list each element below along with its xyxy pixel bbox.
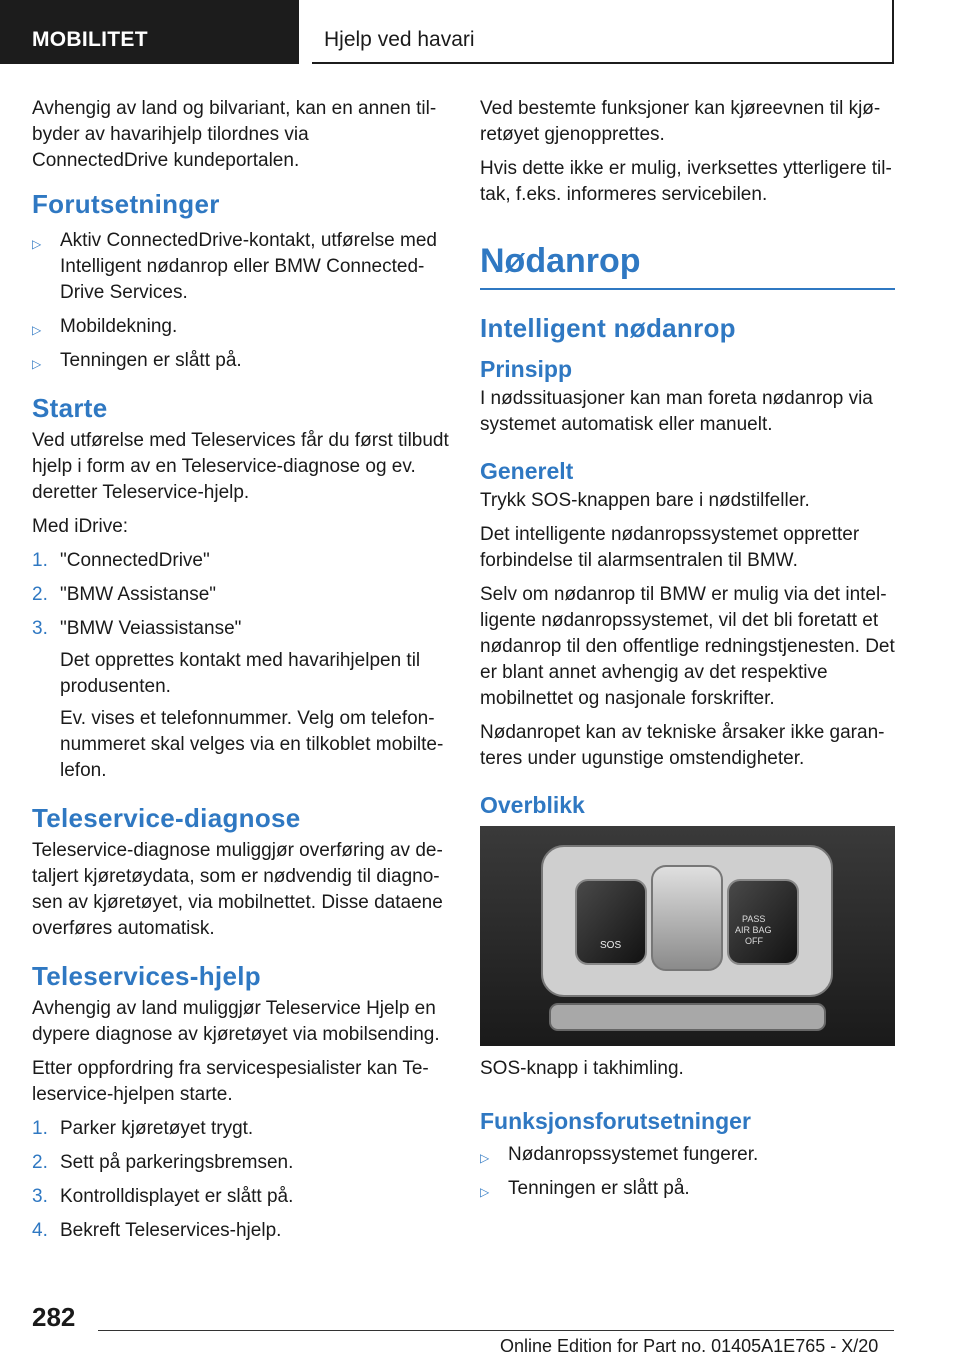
- sos-button-photo: [480, 826, 895, 1046]
- triangle-bullet-icon: ▷: [480, 1185, 490, 1199]
- prerequisite-list: [32, 228, 450, 374]
- airbag-label-off: OFF: [745, 936, 763, 946]
- footer-edition: Online Edition for Part no. 01405A1E765 - X/20: [500, 1336, 879, 1356]
- heading-forutsetninger: Forutsetninger: [32, 189, 220, 219]
- heading-generelt: Generelt: [480, 458, 574, 484]
- triangle-bullet-icon: ▷: [480, 1151, 490, 1165]
- overhead-console-illustration: [480, 826, 895, 1046]
- reading-light-strip: [550, 1004, 825, 1030]
- triangle-bullet-icon: ▷: [32, 237, 42, 251]
- chapter-label: Hjelp ved havari: [324, 28, 475, 51]
- hjelp-paragraph: Etter oppfordring fra servicespesialister kan Teleservice-hjelpen starte.: [32, 1058, 429, 1105]
- list-item: ▷ Aktiv ConnectedDrive-kontakt, utførelse med Intelligent nødanrop eller BMW ConnectedDrive Services.: [32, 230, 437, 303]
- starte-paragraph: Ved utførelse med Teleservices får du først tilbudt hjelp i form av en Teleservice-diagnose og ev. deretter Teleservice-hjelp.: [32, 430, 449, 503]
- heading-starte: Starte: [32, 393, 108, 423]
- list-item: ▷ Tenningen er slått på.: [32, 348, 450, 374]
- section-tab: [0, 0, 299, 64]
- left-column: [32, 96, 450, 1252]
- generelt-paragraph: Det intelligente nødanropssystemet oppretter forbindelse til alarmsentralen til BMW.: [480, 524, 860, 571]
- hjelp-steps: [32, 1116, 450, 1244]
- heading-teleservice-diagnose: Teleservice-diagnose: [32, 803, 301, 833]
- list-item: 2. Sett på parkeringsbremsen.: [32, 1152, 294, 1173]
- generelt-paragraph: Nødanropet kan av tekniske årsaker ikke garanteres under ugunstige omstendigheter.: [480, 722, 885, 769]
- idrive-steps: [32, 548, 450, 784]
- function-prerequisite-list: [480, 1142, 895, 1202]
- footer-divider: [98, 1330, 894, 1331]
- intro-paragraph: Avhengig av land og bilvariant, kan en annen tilbyder av havarihjelp tilordnes via ConnectedDrive kundeportalen.: [32, 98, 437, 171]
- heading-teleservices-hjelp: Teleservices-hjelp: [32, 961, 261, 991]
- triangle-bullet-icon: ▷: [32, 323, 42, 337]
- chapter-header: [312, 0, 894, 64]
- sos-button-label: SOS: [600, 940, 622, 951]
- prinsipp-paragraph: I nødssituasjoner kan man foreta nødanrop via systemet automatisk eller manuelt.: [480, 388, 873, 435]
- step-note: Ev. vises et telefonnummer. Velg om telefonnummeret skal velges via en tilkoblet mobiltelefon.: [60, 708, 444, 781]
- list-item: 3. Kontrolldisplayet er slått på.: [32, 1186, 294, 1207]
- figure-caption: SOS-knapp i takhimling.: [480, 1058, 684, 1079]
- list-item: 4. Bekreft Teleservices-hjelp.: [32, 1220, 282, 1241]
- list-item: 1. Parker kjøretøyet trygt.: [32, 1118, 254, 1139]
- heading-prinsipp: Prinsipp: [480, 356, 573, 382]
- list-item: 1. "ConnectedDrive": [32, 550, 210, 571]
- starte-idrive: Med iDrive:: [32, 516, 129, 537]
- generelt-paragraph: Trykk SOS-knappen bare i nødstilfeller.: [480, 490, 810, 511]
- sos-button: [576, 880, 646, 964]
- step-note: Det opprettes kontakt med havarihjelpen til produsenten.: [60, 650, 421, 697]
- diagnose-paragraph: Teleservice-diagnose muliggjør overføring av detaljert kjøretøydata, som er nødvendig til diagnosen av kjøretøyet, via mobilnettet. Disse dataene overføres automatisk.: [32, 840, 443, 939]
- page-number: 282: [32, 1302, 76, 1332]
- intro-paragraph: Hvis dette ikke er mulig, iverksettes ytterligere tiltak, f.eks. informeres servicebilen.: [480, 158, 892, 205]
- sunroof-switch: [652, 866, 722, 970]
- subtitle-intelligent-nodanrop: Intelligent nødanrop: [480, 313, 736, 343]
- list-item: 3. "BMW Veiassistanse" Det opprettes kontakt med havarihjelpen til produsenten. Ev. vises et telefonnummer. Velg om telefonnummeret skal velges via en tilkoblet mobiltelefon.: [32, 616, 450, 784]
- airbag-label-pass: PASS: [742, 914, 766, 924]
- heading-funksjonsforutsetninger: Funksjonsforutsetninger: [480, 1108, 751, 1134]
- airbag-label-airbag: AIR BAG: [735, 925, 772, 935]
- step-notes: [60, 648, 450, 784]
- heading-overblikk: Overblikk: [480, 792, 585, 818]
- triangle-bullet-icon: ▷: [32, 357, 42, 371]
- hjelp-paragraph: Avhengig av land muliggjør Teleservice Hjelp en dypere diagnose av kjøretøyet via mobilsending.: [32, 998, 440, 1045]
- generelt-paragraph: Selv om nødanrop til BMW er mulig via det intelligente nødanropssystemet, vil det bli foretatt et nødanrop til den offentlige redningstjenesten. Det er blant annet avhengig av det respektive mobilnettet og nasjonale forskrifter.: [480, 584, 895, 709]
- list-item: ▷ Mobildekning.: [32, 314, 450, 340]
- section-label: MOBILITET: [32, 28, 148, 51]
- intro-paragraph: Ved bestemte funksjoner kan kjøreevnen til kjøretøyet gjenopprettes.: [480, 98, 881, 145]
- page-title: Nødanrop: [480, 238, 895, 290]
- list-item: ▷ Tenningen er slått på.: [480, 1176, 895, 1202]
- list-item: ▷ Nødanropssystemet fungerer.: [480, 1142, 895, 1168]
- list-item: 2. "BMW Assistanse": [32, 584, 217, 605]
- right-column: [480, 96, 895, 1210]
